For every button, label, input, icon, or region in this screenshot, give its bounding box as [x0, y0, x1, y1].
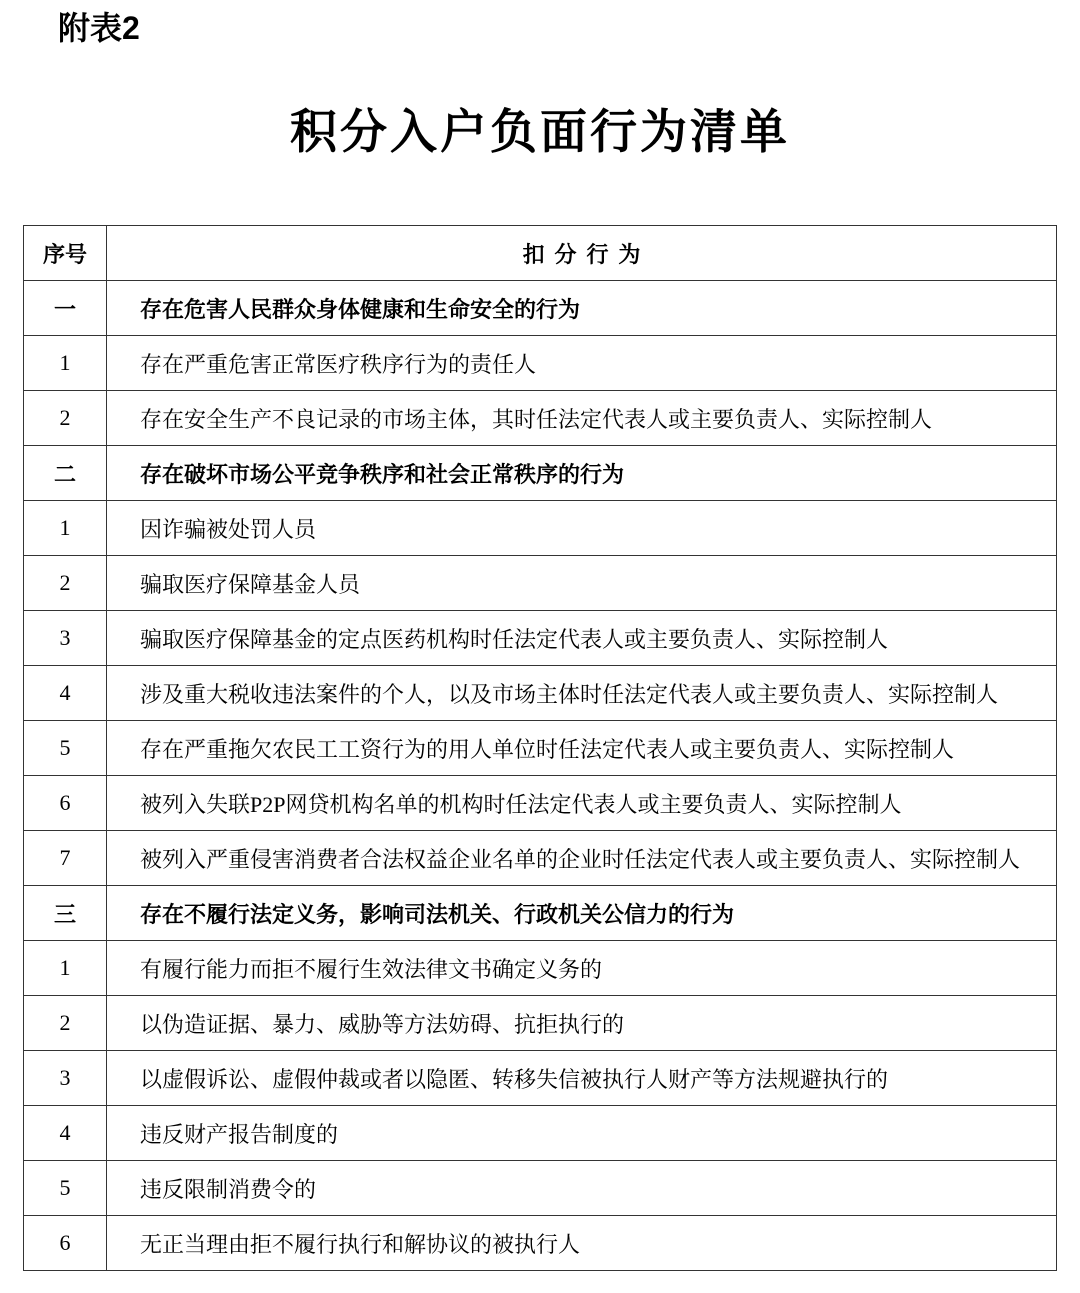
table-header — [24, 226, 1057, 281]
behavior-text: 违反财产报告制度的 — [107, 1106, 1057, 1161]
table-row — [24, 1161, 1057, 1216]
row-number: 1 — [24, 501, 107, 556]
table-row — [24, 336, 1057, 391]
row-number: 4 — [24, 666, 107, 721]
section-title: 存在危害人民群众身体健康和生命安全的行为 — [107, 281, 1057, 336]
table-row — [24, 831, 1057, 886]
row-number: 4 — [24, 1106, 107, 1161]
behavior-text: 违反限制消费令的 — [107, 1161, 1057, 1216]
table-row — [24, 391, 1057, 446]
table-row — [24, 721, 1057, 776]
behavior-text: 骗取医疗保障基金的定点医药机构时任法定代表人或主要负责人、实际控制人 — [107, 611, 1057, 666]
table-row — [24, 776, 1057, 831]
table-row — [24, 556, 1057, 611]
behavior-text: 存在严重拖欠农民工工资行为的用人单位时任法定代表人或主要负责人、实际控制人 — [107, 721, 1057, 776]
behavior-text: 被列入严重侵害消费者合法权益企业名单的企业时任法定代表人或主要负责人、实际控制人 — [107, 831, 1057, 886]
row-number: 2 — [24, 556, 107, 611]
table-row — [24, 1051, 1057, 1106]
behavior-text: 被列入失联P2P网贷机构名单的机构时任法定代表人或主要负责人、实际控制人 — [107, 776, 1057, 831]
behavior-text: 因诈骗被处罚人员 — [107, 501, 1057, 556]
table-row — [24, 501, 1057, 556]
table-row — [24, 1106, 1057, 1161]
row-number: 5 — [24, 1161, 107, 1216]
row-number: 二 — [24, 446, 107, 501]
row-number: 1 — [24, 336, 107, 391]
row-number: 1 — [24, 941, 107, 996]
row-number: 三 — [24, 886, 107, 941]
column-header-deduction-behavior: 扣分行为 — [107, 226, 1057, 281]
behavior-text: 无正当理由拒不履行执行和解协议的被执行人 — [107, 1216, 1057, 1271]
behavior-text: 存在安全生产不良记录的市场主体，其时任法定代表人或主要负责人、实际控制人 — [107, 391, 1057, 446]
row-number: 2 — [24, 391, 107, 446]
table-row — [24, 666, 1057, 721]
row-number: 7 — [24, 831, 107, 886]
section-title: 存在不履行法定义务，影响司法机关、行政机关公信力的行为 — [107, 886, 1057, 941]
section-row — [24, 886, 1057, 941]
section-row — [24, 446, 1057, 501]
behavior-text: 以伪造证据、暴力、威胁等方法妨碍、抗拒执行的 — [107, 996, 1057, 1051]
behavior-text: 存在严重危害正常医疗秩序行为的责任人 — [107, 336, 1057, 391]
row-number: 5 — [24, 721, 107, 776]
behavior-text: 骗取医疗保障基金人员 — [107, 556, 1057, 611]
section-row — [24, 281, 1057, 336]
row-number: 一 — [24, 281, 107, 336]
table-body — [24, 281, 1057, 1271]
page-title: 积分入户负面行为清单 — [290, 106, 790, 159]
row-number: 6 — [24, 1216, 107, 1271]
table-row — [24, 611, 1057, 666]
negative-behavior-table — [23, 225, 1057, 1271]
row-number: 3 — [24, 611, 107, 666]
table-row — [24, 1216, 1057, 1271]
table-row — [24, 996, 1057, 1051]
document-page — [0, 10, 1080, 1293]
behavior-text: 有履行能力而拒不履行生效法律文书确定义务的 — [107, 941, 1057, 996]
row-number: 2 — [24, 996, 107, 1051]
annex-label: 附表2 — [58, 10, 140, 46]
header-row — [24, 226, 1057, 281]
behavior-text: 涉及重大税收违法案件的个人，以及市场主体时任法定代表人或主要负责人、实际控制人 — [107, 666, 1057, 721]
behavior-text: 以虚假诉讼、虚假仲裁或者以隐匿、转移失信被执行人财产等方法规避执行的 — [107, 1051, 1057, 1106]
row-number: 6 — [24, 776, 107, 831]
section-title: 存在破坏市场公平竞争秩序和社会正常秩序的行为 — [107, 446, 1057, 501]
row-number: 3 — [24, 1051, 107, 1106]
table-row — [24, 941, 1057, 996]
column-header-serial-number: 序号 — [24, 226, 107, 281]
